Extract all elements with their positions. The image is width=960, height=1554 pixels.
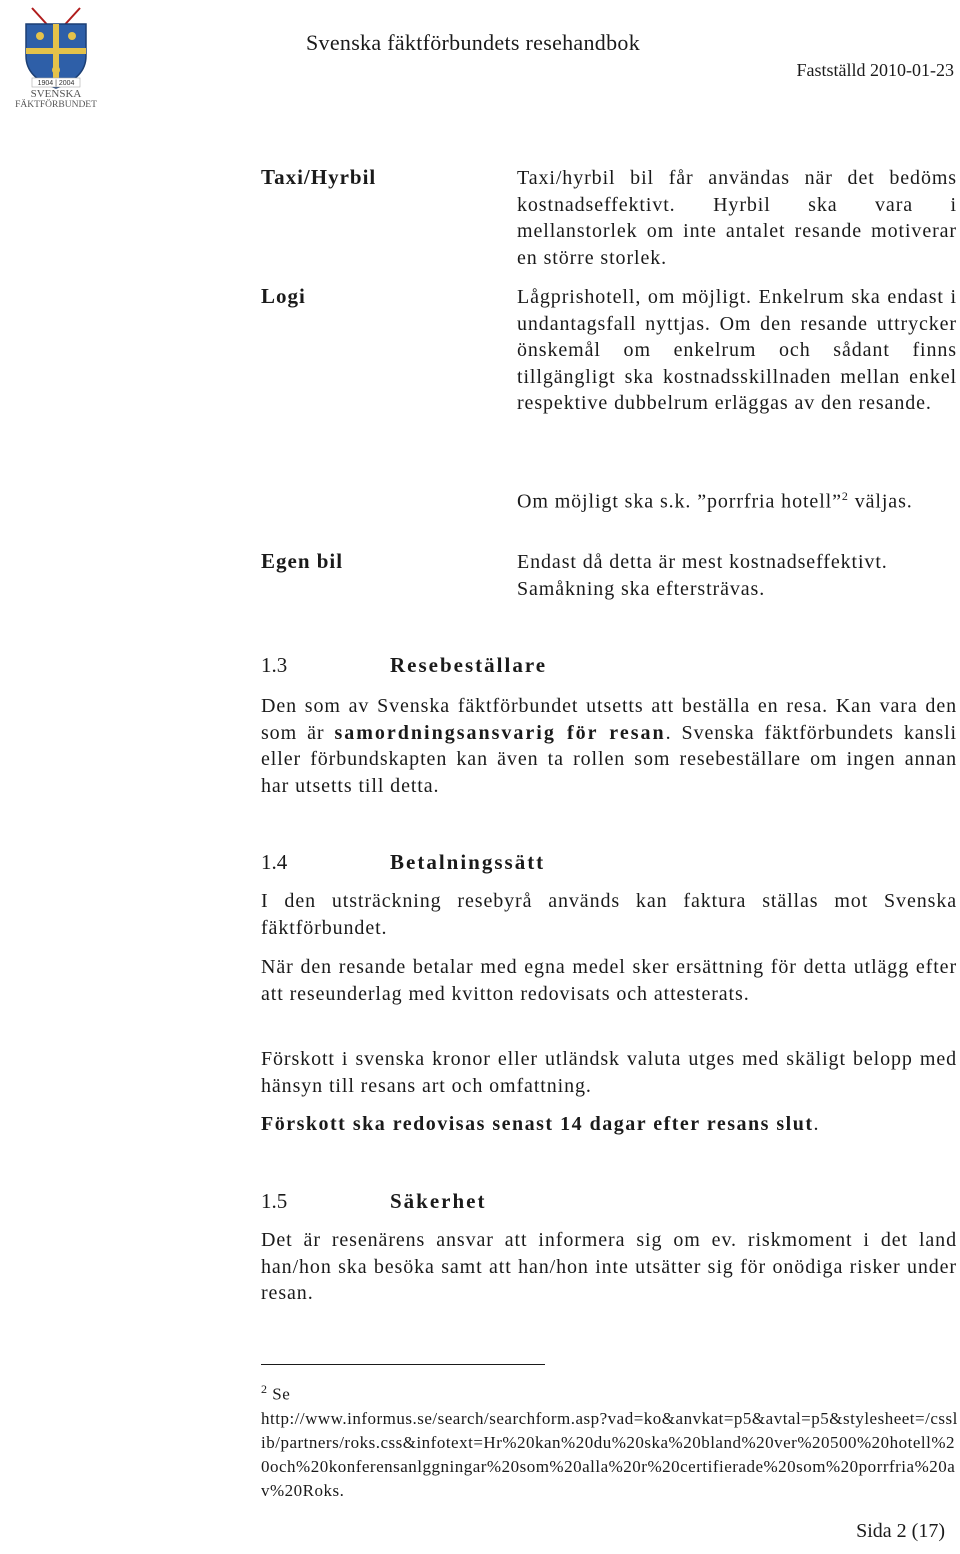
section-paragraph: I den utsträckning resebyrå används kan faktura ställas mot Svenska fäktförbundet. — [261, 890, 957, 939]
footnote-divider — [261, 1364, 545, 1365]
section-heading: Betalningssätt — [390, 850, 546, 874]
page-number: Sida 2 (17) — [856, 1520, 945, 1542]
document-date: Fastställd 2010-01-23 — [796, 60, 954, 80]
section-paragraph: Förskott i svenska kronor eller utländsk valuta utges med skäligt belopp med hänsyn till resans art och omfattning. — [261, 1048, 957, 1097]
label-taxi: Taxi/Hyrbil — [261, 165, 377, 189]
text-egen-bil: Endast då detta är mest kostnadseffektivt. Samåkning ska eftersträvas. — [517, 551, 888, 600]
section-number: 1.3 — [261, 653, 288, 677]
section-paragraph: Den som av Svenska fäktförbundet utsetts att beställa en resa. Kan vara den som är samordningsansvarig för resan. Svenska fäktförbundets kansli eller förbundskapten kan även ta rollen som resebeställare om ingen annan har utsetts till detta. — [261, 695, 958, 797]
federation-logo — [2, 4, 110, 108]
svg-text:1904 | 2004: 1904 | 2004 — [37, 80, 75, 87]
section-heading: Resebeställare — [390, 653, 548, 677]
label-logi: Logi — [261, 284, 306, 308]
footnote: $^2$ Se http://www.informus.se/search/searchform.asp?vad=ko&anvkat=p5&avtal=p5&stylesheet=/csslib/partners/roks.css&infotext=Hr%20kan%20du%20ska%20bland%20ver%20500%20hotell%20och%20konferensanlggningar%20som%20alla%20r%20certifierade%20som%20porrfria%20av%20Roks. — [261, 1377, 960, 1503]
section-paragraph: När den resande betalar med egna medel sker ersättning för detta utlägg efter att reseunderlag med kvitton redovisats och attesterats. — [261, 956, 957, 1005]
section-paragraph: Det är resenärens ansvar att informera sig om ev. riskmoment i det land han/hon ska besöka samt att han/hon inte utsätter sig för onödiga risker under resan. — [261, 1229, 957, 1304]
section-heading: Säkerhet — [390, 1189, 487, 1213]
svg-text:SVENSKA: SVENSKA — [30, 88, 82, 100]
footnote-number: 2 — [261, 1382, 268, 1396]
section-number: 1.4 — [261, 850, 288, 874]
text-taxi: Taxi/hyrbil bil får användas när det bedöms kostnadseffektivt. Hyrbil ska vara i mellanstorlek om inte antalet resande motiverar en större storlek. — [517, 167, 957, 269]
document-title: Svenska fäktförbundets resehandbok — [306, 30, 641, 55]
footnote-ref: 2 — [841, 489, 849, 503]
text-logi-hotel: Om möjligt ska s.k. ”porrfria hotell”$^2$ väljas. — [517, 489, 913, 513]
footnote-url[interactable]: http://www.informus.se/search/searchform.asp?vad=ko&anvkat=p5&avtal=p5&stylesheet=/csslib/partners/roks.css&infotext=Hr%20kan%20du%20ska%20bland%20ver%20500%20hotell%20och%20konferensanlggningar%20som%20alla%20r%20certifierade%20som%20porrfria%20av%20Roks. — [261, 1408, 958, 1500]
svg-text:FÄKTFÖRBUNDET: FÄKTFÖRBUNDET — [15, 100, 97, 108]
section-paragraph: Förskott ska redovisas senast 14 dagar efter resans slut. — [261, 1113, 820, 1135]
text-logi: Lågprishotell, om möjligt. Enkelrum ska endast i undantagsfall nyttjas. Om den resande uttrycker önskemål om enkelrum och sådant finns tillgängligt ska kostnadsskillnaden mellan enkel respektive dubbelrum erläggas av den resande. — [517, 286, 957, 414]
section-number: 1.5 — [261, 1189, 288, 1213]
label-egen-bil: Egen bil — [261, 549, 344, 573]
